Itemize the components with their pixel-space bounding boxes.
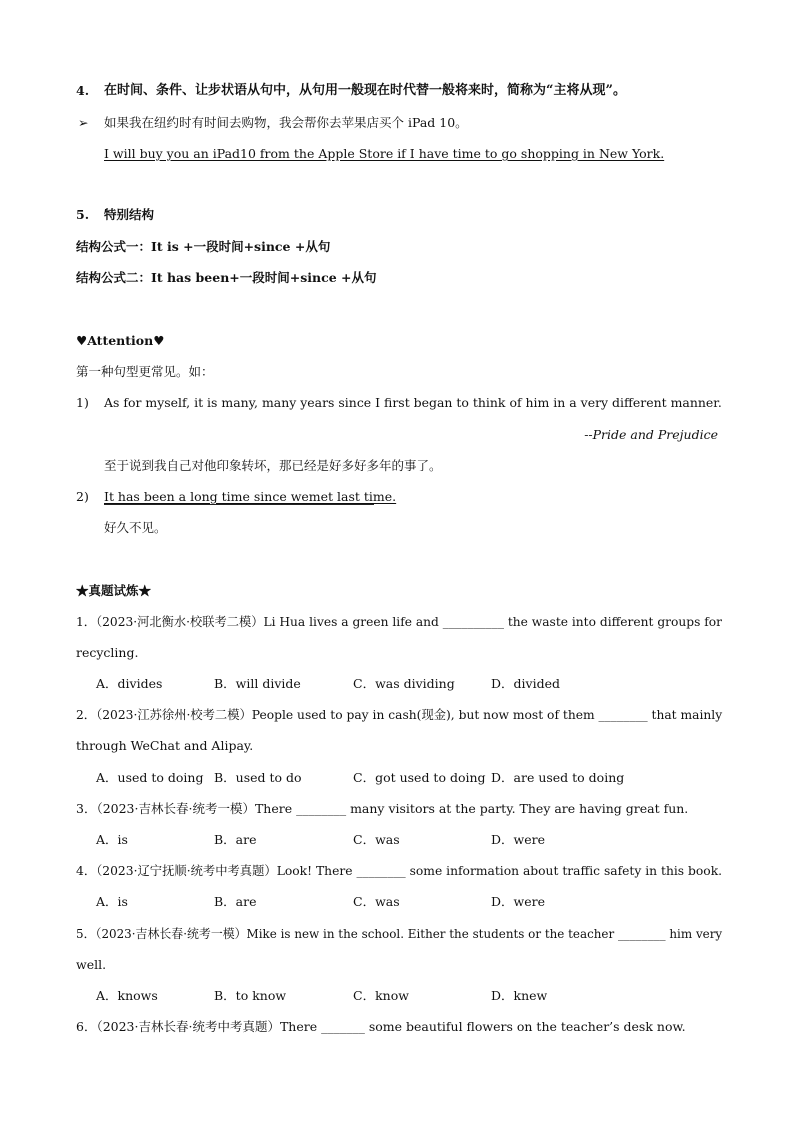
option-d[interactable]: D．were xyxy=(491,832,545,847)
example-chinese: 如果我在纽约时有时间去购物，我会帮你去苹果店买个 iPad 10。 xyxy=(104,115,468,130)
question-stem-continued: recycling. xyxy=(76,645,139,660)
bullet-arrow-icon: ➢ xyxy=(78,115,89,130)
example-english: I will buy you an iPad10 from the Apple Store if I have time to go shopping in New York. xyxy=(104,146,665,161)
question-stem: 6．（2023·吉林长春·统考中考真题）There _______ some beautiful flowers on the teacher’s desk now. xyxy=(76,1019,686,1034)
attention-item-chinese: 好久不见。 xyxy=(104,520,167,535)
section4-number: 4. xyxy=(76,83,90,98)
attention-item-english: It has been a long time since wemet last time. xyxy=(104,489,397,504)
formula-two: 结构公式二：It has been+一段时间+since +从句 xyxy=(76,270,377,285)
option-c[interactable]: C．know xyxy=(353,988,409,1003)
attention-item-number: 1) xyxy=(76,395,89,410)
option-c[interactable]: C．was dividing xyxy=(353,676,455,691)
option-c[interactable]: C．was xyxy=(353,894,400,909)
option-b[interactable]: B．are xyxy=(214,832,257,847)
formula-one: 结构公式一：It is +一段时间+since +从句 xyxy=(76,239,331,254)
option-d[interactable]: D．were xyxy=(491,894,545,909)
section4-rule: 在时间、条件、让步状语从句中，从句用一般现在时代替一般将来时，简称为“主将从现”。 xyxy=(104,83,626,98)
option-b[interactable]: B．are xyxy=(214,894,257,909)
option-b[interactable]: B．used to do xyxy=(214,770,302,785)
underline-rule xyxy=(104,504,374,505)
option-b[interactable]: B．will divide xyxy=(214,676,301,691)
option-a[interactable]: A．used to doing xyxy=(96,770,204,785)
question-stem: 4．（2023·辽宁抚顺·统考中考真题）Look! There ________ some information about traffic safety in this book. xyxy=(76,863,723,878)
attention-intro: 第一种句型更常见。如： xyxy=(76,364,214,379)
option-a[interactable]: A．divides xyxy=(96,676,163,691)
option-b[interactable]: B．to know xyxy=(214,988,287,1003)
option-d[interactable]: D．divided xyxy=(491,676,560,691)
attention-item-english: As for myself, it is many, many years since I first began to think of him in a very different manner. xyxy=(104,395,722,410)
question-stem: 5．（2023·吉林长春·统考一模）Mike is new in the school. Either the students or the teacher ________ him very xyxy=(76,926,723,941)
option-c[interactable]: C．got used to doing xyxy=(353,770,486,785)
question-stem: 1．（2023·河北衡水·校联考二模）Li Hua lives a green life and __________ the waste into different groups for xyxy=(76,614,723,629)
section5-title: 特别结构 xyxy=(104,207,155,222)
question-stem-continued: well. xyxy=(76,957,107,972)
question-stem-continued: through WeChat and Alipay. xyxy=(76,738,254,753)
option-c[interactable]: C．was xyxy=(353,832,400,847)
option-a[interactable]: A．knows xyxy=(96,988,158,1003)
question-stem: 2．（2023·江苏徐州·校考二模）People used to pay in cash(现金), but now most of them ________ that mainly xyxy=(76,707,723,722)
attention-title: ♥Attention♥ xyxy=(76,333,165,348)
section5-number: 5. xyxy=(76,207,90,222)
quote-source: --Pride and Prejudice xyxy=(584,427,718,442)
practice-title: ★真题试炼★ xyxy=(76,583,152,598)
attention-item-chinese: 至于说到我自己对他印象转坏，那已经是好多好多年的事了。 xyxy=(104,458,442,473)
option-d[interactable]: D．knew xyxy=(491,988,548,1003)
question-stem: 3．（2023·吉林长春·统考一模）There ________ many visitors at the party. They are having great fun. xyxy=(76,801,689,816)
option-d[interactable]: D．are used to doing xyxy=(491,770,625,785)
option-a[interactable]: A．is xyxy=(96,832,128,847)
attention-item-number: 2) xyxy=(76,489,89,504)
option-a[interactable]: A．is xyxy=(96,894,128,909)
